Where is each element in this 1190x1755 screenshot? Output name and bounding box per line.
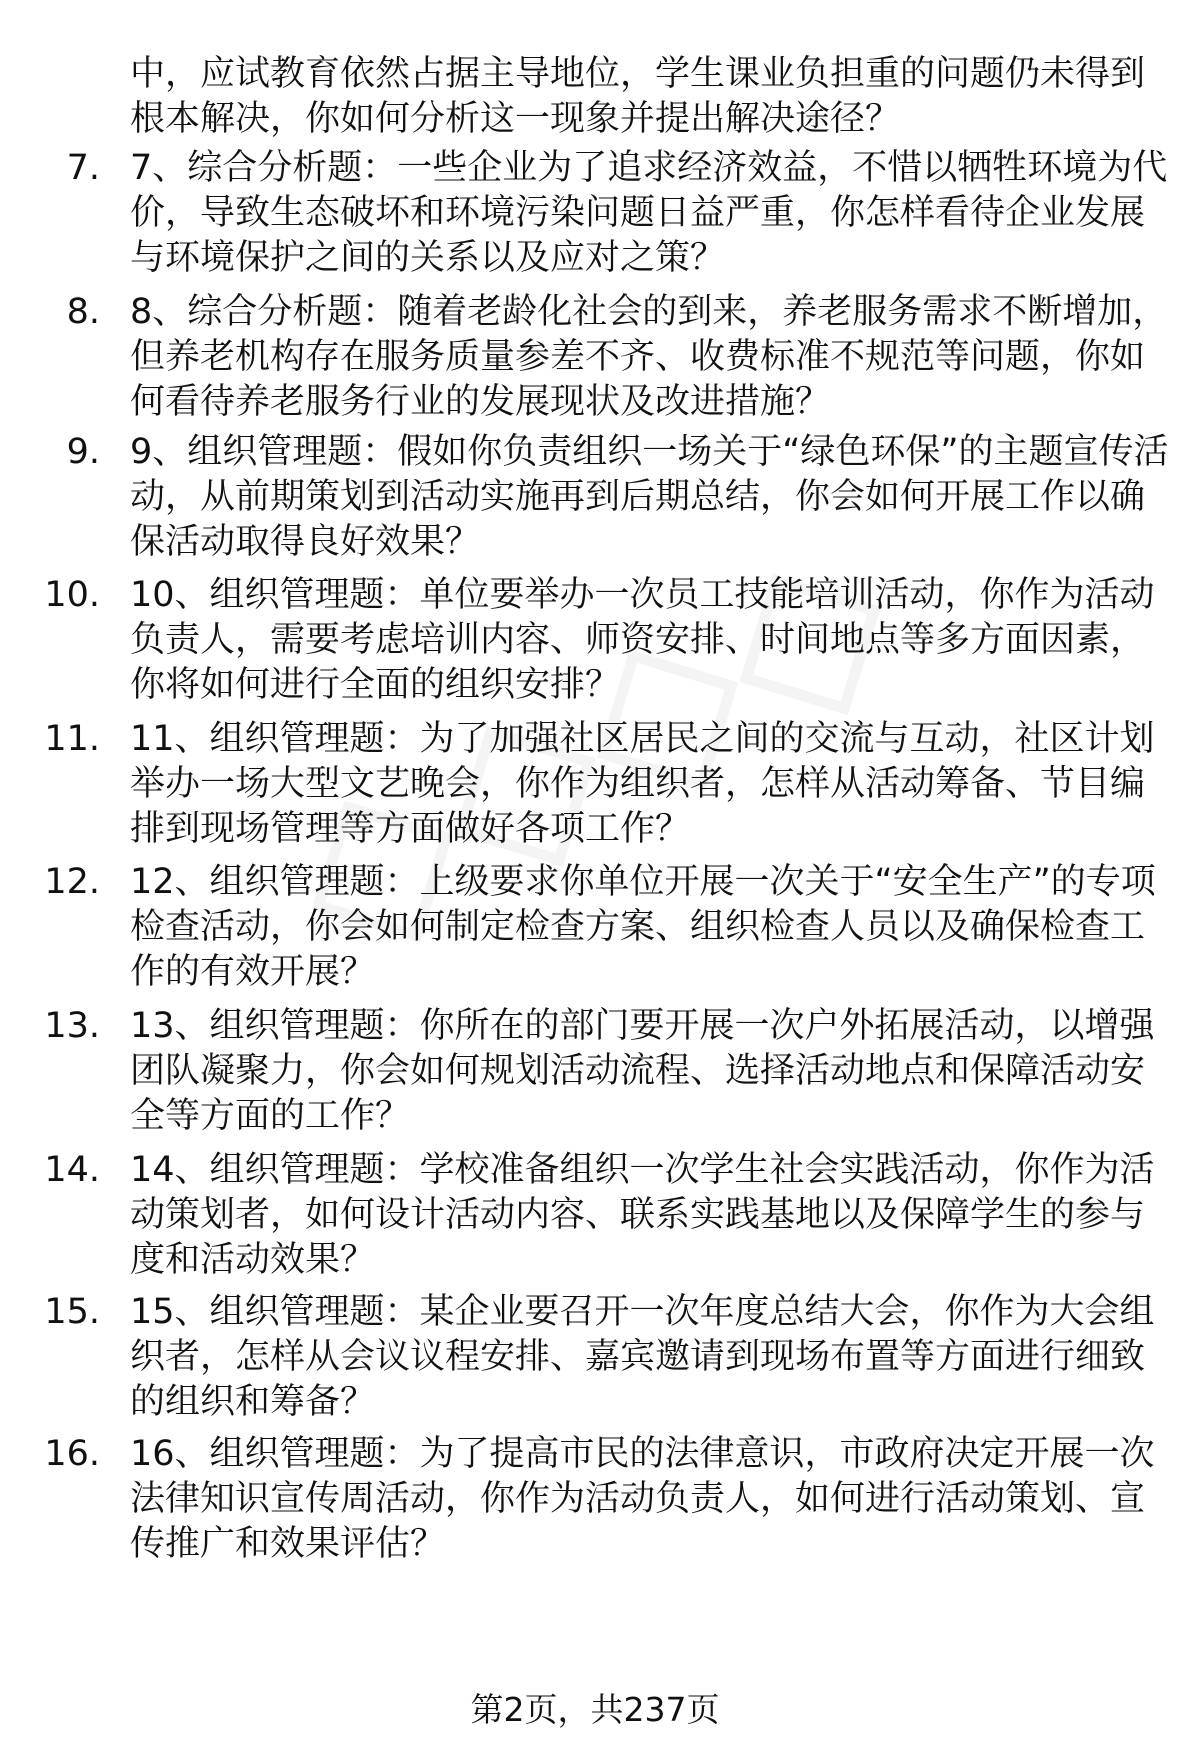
question-number: 11.	[44, 719, 100, 759]
question-text: 13、组织管理题：你所在的部门要开展一次户外拓展活动，以增强团队凝聚力，你会如何规划活动流程、选择活动地点和保障活动安全等方面的工作？	[130, 1006, 1155, 1136]
question-text: 10、组织管理题：单位要举办一次员工技能培训活动，你作为活动负责人，需要考虑培训内容、师资安排、时间地点等多方面因素，你将如何进行全面的组织安排？	[130, 575, 1155, 705]
question-text: 9、组织管理题：假如你负责组织一场关于“绿色环保”的主题宣传活动，从前期策划到活动实施再到后期总结，你会如何开展工作以确保活动取得良好效果？	[130, 432, 1169, 562]
question-number: 10.	[44, 575, 100, 615]
question-number: 7.	[66, 148, 100, 188]
question-text: 7、综合分析题：一些企业为了追求经济效益，不惜以牺牲环境为代价，导致生态破坏和环境污染问题日益严重，你怎样看待企业发展与环境保护之间的关系以及应对之策？	[130, 148, 1168, 278]
question-text: 15、组织管理题：某企业要召开一次年度总结大会，你作为大会组织者，怎样从会议议程安排、嘉宾邀请到现场布置等方面进行细致的组织和筹备？	[130, 1292, 1155, 1422]
question-number: 15.	[44, 1292, 100, 1332]
question-text: 12、组织管理题：上级要求你单位开展一次关于“安全生产”的专项检查活动，你会如何制定检查方案、组织检查人员以及确保检查工作的有效开展？	[130, 862, 1156, 992]
question-item	[0, 290, 1190, 430]
question-item	[0, 717, 1190, 857]
page-footer: 第2页，共237页	[470, 1690, 720, 1729]
question-item	[0, 1432, 1190, 1572]
question-text: 14、组织管理题：学校准备组织一次学生社会实践活动，你作为活动策划者，如何设计活动内容、联系实践基地以及保障学生的参与度和活动效果？	[130, 1150, 1155, 1280]
question-item	[0, 573, 1190, 713]
question-item	[0, 1290, 1190, 1430]
question-number: 12.	[44, 862, 100, 902]
question-item	[0, 860, 1190, 1000]
question-number: 13.	[44, 1006, 100, 1046]
question-text: 16、组织管理题：为了提高市民的法律意识，市政府决定开展一次法律知识宣传周活动，你作为活动负责人，如何进行活动策划、宣传推广和效果评估？	[130, 1434, 1155, 1564]
question-number: 14.	[44, 1150, 100, 1190]
question-number: 8.	[66, 292, 100, 332]
question-text: 8、综合分析题：随着老龄化社会的到来，养老服务需求不断增加，但养老机构存在服务质量参差不齐、收费标准不规范等问题，你如何看待养老服务行业的发展现状及改进措施？	[130, 292, 1168, 422]
question-text: 11、组织管理题：为了加强社区居民之间的交流与互动，社区计划举办一场大型文艺晚会，你作为组织者，怎样从活动筹备、节目编排到现场管理等方面做好各项工作？	[130, 719, 1155, 849]
question-number: 9.	[66, 432, 100, 472]
question-item	[0, 1004, 1190, 1144]
question-number: 16.	[44, 1434, 100, 1474]
question-item	[0, 430, 1190, 570]
question-item	[0, 146, 1190, 286]
intro-paragraph: 中，应试教育依然占据主导地位，学生课业负担重的问题仍未得到根本解决，你如何分析这一现象并提出解决途径？	[130, 54, 1146, 139]
question-item	[0, 1148, 1190, 1288]
